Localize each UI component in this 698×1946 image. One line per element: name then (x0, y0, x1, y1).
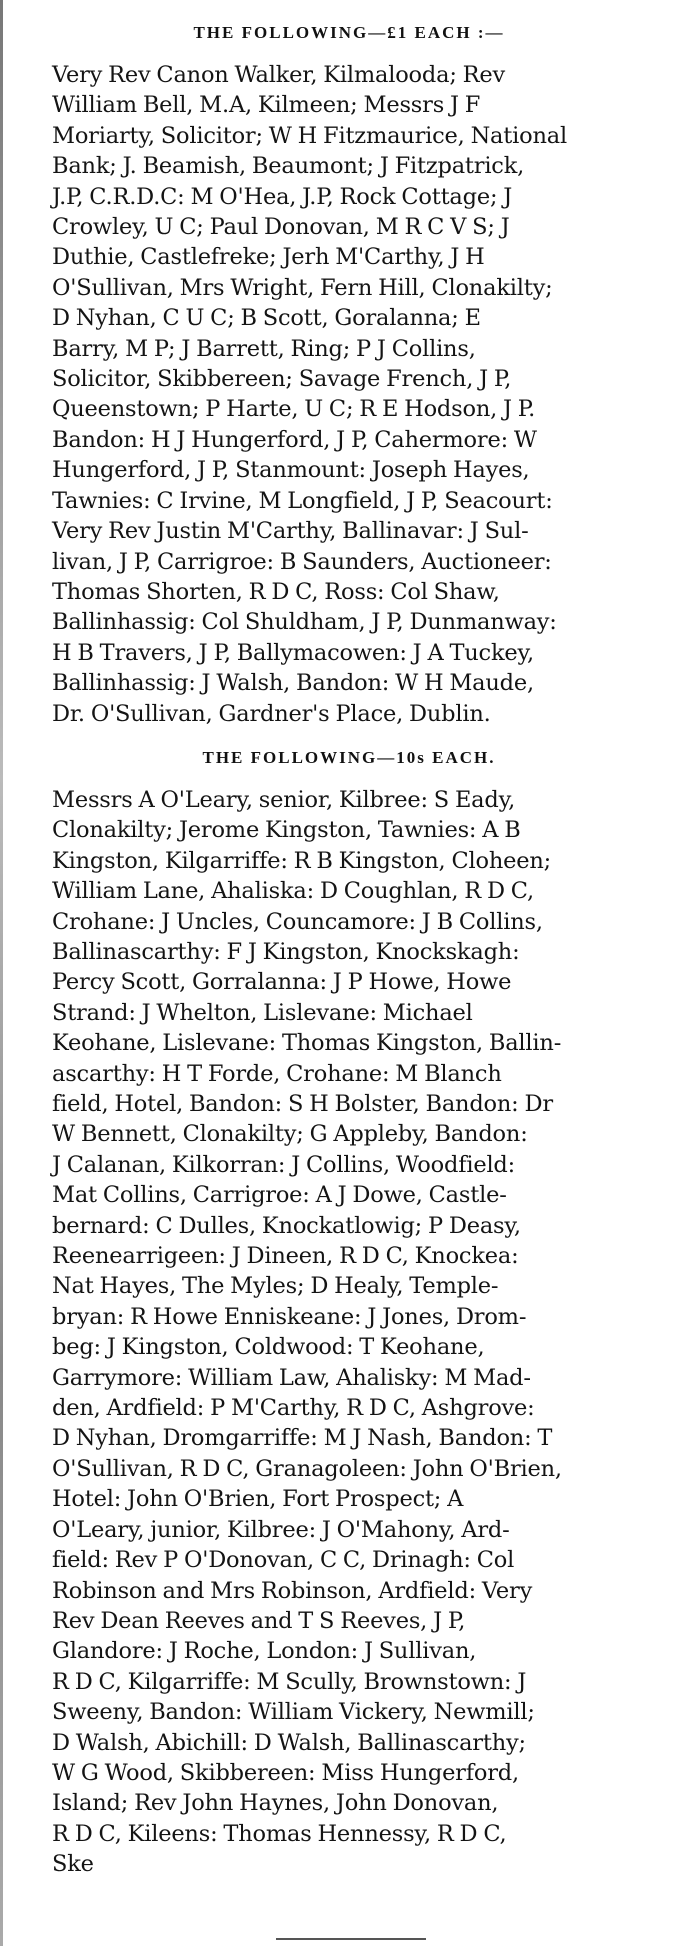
text-line: Queenstown; P Harte, U C; R E Hodson, J P. (52, 396, 536, 423)
text-line: field: Rev P O'Donovan, C C, Drinagh: Col (52, 1547, 515, 1574)
text-line: Bank; J. Beamish, Beaumont; J Fitzpatrick, (52, 153, 525, 180)
subscriber-list-10-shillings (18, 785, 680, 1880)
section-heading-10-shillings: THE FOLLOWING—10s EACH. (202, 747, 496, 767)
text-line: Garrymore: William Law, Ahalisky: M Mad- (52, 1364, 531, 1391)
subscriber-list-1-pound (18, 60, 680, 729)
section-heading-1-pound: THE FOLLOWING—£1 EACH :— (193, 23, 505, 42)
text-line: W G Wood, Skibbereen: Miss Hungerford, (52, 1759, 519, 1786)
text-line: Crowley, U C; Paul Donovan, M R C V S; J (52, 214, 510, 241)
text-line: H B Travers, J P, Ballymacowen: J A Tuckey, (52, 639, 534, 666)
text-line: O'Sullivan, R D C, Granagoleen: John O'Brien, (52, 1455, 562, 1482)
text-line: bernard: C Dulles, Knockatlowig; P Deasy, (52, 1212, 521, 1239)
text-line: livan, J P, Carrigroe: B Saunders, Auctioneer: (52, 548, 552, 575)
text-line: bryan: R Howe Enniskeane: J Jones, Drom- (52, 1303, 527, 1330)
text-line: Ske (52, 1851, 94, 1878)
text-line: Keohane, Lislevane: Thomas Kingston, Ballin- (52, 1030, 562, 1057)
text-line: Tawnies: C Irvine, M Longfield, J P, Seacourt: (52, 487, 553, 514)
text-line: William Bell, M.A, Kilmeen; Messrs J F (52, 92, 481, 119)
text-line: William Lane, Ahaliska: D Coughlan, R D C, (52, 878, 534, 905)
text-line: Rev Dean Reeves and T S Reeves, J P, (52, 1607, 466, 1634)
text-line: Sweeny, Bandon: William Vickery, Newmill; (52, 1699, 535, 1726)
text-line: Messrs A O'Leary, senior, Kilbree: S Eady, (52, 786, 516, 813)
text-line: beg: J Kingston, Coldwood: T Keohane, (52, 1334, 485, 1361)
text-line: W Bennett, Clonakilty; G Appleby, Bandon: (52, 1121, 528, 1148)
text-line: Nat Hayes, The Myles; D Healy, Temple- (52, 1273, 499, 1300)
text-line: J.P, C.R.D.C: M O'Hea, J.P, Rock Cottage; J (52, 183, 513, 210)
text-line: Very Rev Canon Walker, Kilmalooda; Rev (52, 62, 506, 88)
text-line: Strand: J Whelton, Lislevane: Michael (52, 999, 473, 1026)
text-line: Ballinhassig: Col Shuldham, J P, Dunmanway: (52, 609, 557, 636)
text-line: Ballinascarthy: F J Kingston, Knockskagh: (52, 938, 520, 965)
text-line: Kingston, Kilgarriffe: R B Kingston, Cloheen; (52, 847, 552, 874)
text-line: J Calanan, Kilkorran: J Collins, Woodfield: (52, 1151, 516, 1178)
column-end-rule (276, 1938, 426, 1940)
text-line: Glandore: J Roche, London: J Sullivan, (52, 1638, 477, 1665)
text-line: Island; Rev John Haynes, John Donovan, (52, 1790, 499, 1817)
text-line: ascarthy: H T Forde, Crohane: M Blanch (52, 1060, 502, 1087)
text-line: Duthie, Castlefreke; Jerh M'Carthy, J H (52, 244, 485, 271)
text-line: Very Rev Justin M'Carthy, Ballinavar: J Sul- (52, 518, 529, 545)
text-line: Barry, M P; J Barrett, Ring; P J Collins, (52, 335, 476, 362)
text-line: Bandon: H J Hungerford, J P, Cahermore: W (52, 426, 537, 453)
text-line: Reenearrigeen: J Dineen, R D C, Knockea: (52, 1243, 519, 1270)
text-line: O'Sullivan, Mrs Wright, Fern Hill, Clonakilty; (52, 274, 553, 301)
text-line: O'Leary, junior, Kilbree: J O'Mahony, Ard- (52, 1516, 510, 1543)
text-line: Clonakilty; Jerome Kingston, Tawnies: A B (52, 817, 521, 844)
text-line: Moriarty, Solicitor; W H Fitzmaurice, National (52, 122, 567, 149)
text-line: D Nyhan, Dromgarriffe: M J Nash, Bandon: T (52, 1425, 553, 1452)
text-line: D Nyhan, C U C; B Scott, Goralanna; E (52, 305, 481, 332)
text-line: Crohane: J Uncles, Councamore: J B Collins, (52, 908, 543, 935)
text-line: Hotel: John O'Brien, Fort Prospect; A (52, 1486, 464, 1513)
text-line: Solicitor, Skibbereen; Savage French, J P, (52, 366, 512, 393)
text-line: D Walsh, Abichill: D Walsh, Ballinascarthy; (52, 1729, 526, 1756)
text-line: Ballinhassig: J Walsh, Bandon: W H Maude, (52, 670, 534, 697)
text-line: R D C, Kileens: Thomas Hennessy, R D C, (52, 1820, 507, 1847)
text-line: den, Ardfield: P M'Carthy, R D C, Ashgrove: (52, 1395, 535, 1422)
text-line: Dr. O'Sullivan, Gardner's Place, Dublin. (52, 700, 491, 727)
text-line: Percy Scott, Gorralanna: J P Howe, Howe (52, 969, 512, 996)
text-line: R D C, Kilgarriffe: M Scully, Brownstown: J (52, 1668, 527, 1695)
text-line: field, Hotel, Bandon: S H Bolster, Bandon: Dr (52, 1091, 553, 1117)
text-line: Hungerford, J P, Stanmount: Joseph Hayes, (52, 457, 530, 484)
text-line: Mat Collins, Carrigroe: A J Dowe, Castle- (52, 1182, 507, 1209)
text-line: Robinson and Mrs Robinson, Ardfield: Very (52, 1577, 533, 1604)
text-line: Thomas Shorten, R D C, Ross: Col Shaw, (52, 578, 500, 605)
